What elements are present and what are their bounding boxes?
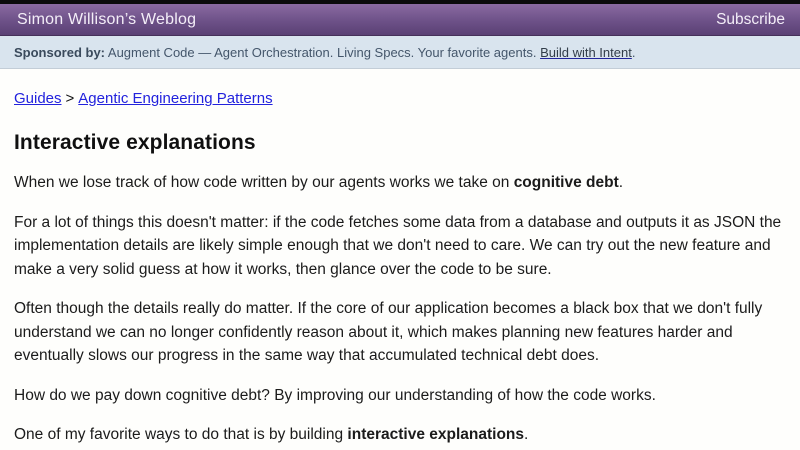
- text-run: For a lot of things this doesn't matter: if the code fetches some data from a database and outputs it as JSON the implementation details are likely simple enough that we don't need to care. We can try out the new feature and make a very solid guess at how it works, then glance over the code to be sure.: [14, 213, 782, 278]
- sponsor-bar: [0, 36, 800, 69]
- text-run: How do we pay down cognitive debt? By improving our understanding of how the code works.: [14, 386, 656, 404]
- paragraph: [14, 211, 786, 282]
- bold-phrase: cognitive debt: [513, 174, 619, 191]
- site-header: [0, 4, 800, 36]
- sponsor-suffix: .: [631, 44, 636, 60]
- breadcrumb-separator: >: [65, 90, 75, 107]
- breadcrumb: [14, 90, 786, 107]
- sponsor-cta-link[interactable]: Build with Intent: [540, 44, 632, 60]
- breadcrumb-link-agentic-engineering-patterns[interactable]: Agentic Engineering Patterns: [78, 90, 273, 107]
- paragraph: [14, 171, 786, 195]
- text-run: When we lose track of how code written by our agents works we take on: [14, 174, 514, 191]
- paragraph: [14, 297, 786, 368]
- page-content: [0, 90, 800, 447]
- site-title-link[interactable]: Simon Willison’s Weblog: [17, 10, 197, 28]
- text-run: .: [618, 174, 624, 191]
- sponsor-message: [14, 45, 635, 60]
- text-run: .: [524, 426, 529, 443]
- text-run: One of my favorite ways to do that is by building: [14, 426, 348, 443]
- subscribe-link[interactable]: Subscribe: [716, 10, 785, 28]
- bold-phrase: interactive explanations: [347, 426, 525, 443]
- article-body: [14, 171, 786, 447]
- page-title: Interactive explanations: [14, 131, 256, 154]
- text-run: Often though the details really do matter. If the core of our application becomes a black box that we don't fully understand we can no longer confidently reason about it, which makes planning new features harder and eventually slows our progress in the same way that accumulated technical debt does.: [14, 300, 763, 364]
- sponsor-prefix-label: Sponsored by:: [14, 44, 106, 60]
- paragraph: [14, 384, 786, 408]
- breadcrumb-link-guides[interactable]: Guides: [14, 90, 62, 107]
- paragraph: [14, 423, 786, 447]
- sponsor-text: Augment Code — Agent Orchestration. Living Specs. Your favorite agents.: [105, 44, 541, 60]
